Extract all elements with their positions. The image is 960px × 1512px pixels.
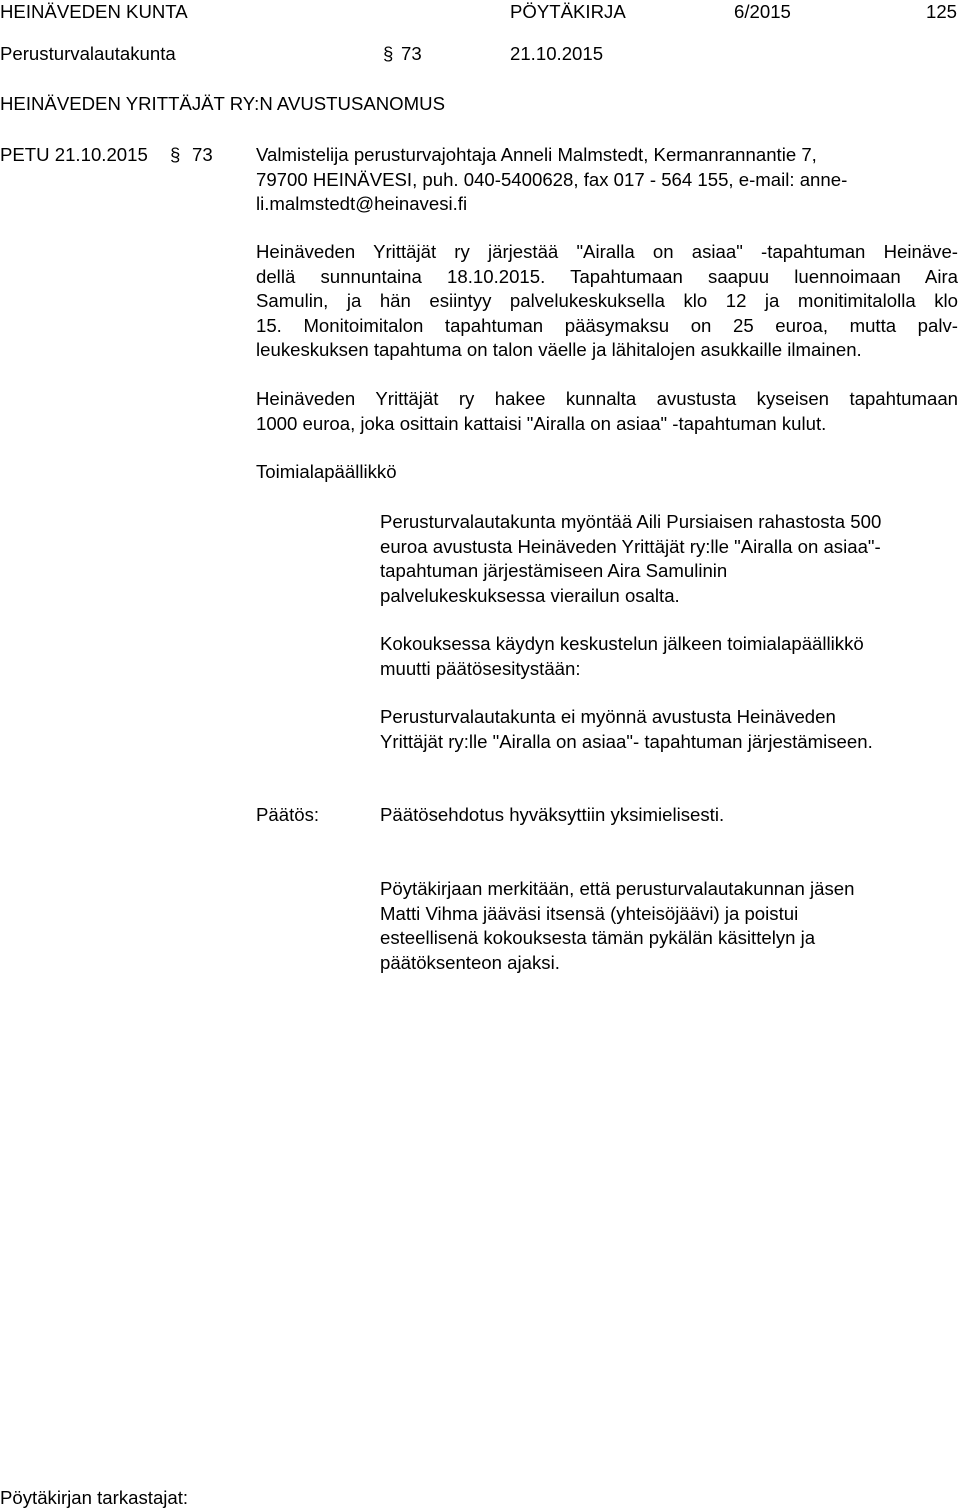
proposer-label: Toimialapäällikkö xyxy=(256,461,397,482)
document-type: PÖYTÄKIRJA xyxy=(510,1,626,22)
preparer-info xyxy=(256,143,958,217)
text-line: esteellisenä kokouksesta tämän pykälän käsittelyn ja xyxy=(380,927,816,948)
text-line: 1000 euroa, joka osittain kattaisi "Airalla on asiaa" -tapahtuman kulut. xyxy=(256,412,827,434)
changed-proposal xyxy=(380,705,960,754)
discussion xyxy=(380,632,960,681)
text-line: euroa avustusta Heinäveden Yrittäjät ry:lle "Airalla on asiaa"- xyxy=(380,535,881,557)
text-line: dellä sunnuntaina 18.10.2015. Tapahtumaan saapuu luennoimaan Aira xyxy=(256,265,958,287)
text-line: Yrittäjät ry:lle "Airalla on asiaa"- tapahtuman järjestämiseen. xyxy=(380,730,873,752)
reference-section-sign: § xyxy=(170,144,181,165)
disqualification-note xyxy=(380,877,960,975)
text-line: Heinäveden Yrittäjät ry hakee kunnalta avustusta kyseisen tapahtumaan xyxy=(256,388,958,409)
preparer-line: li.malmstedt@heinavesi.fi xyxy=(256,193,468,214)
document-number: 6/2015 xyxy=(734,1,791,22)
board-name: Perusturvalautakunta xyxy=(0,43,176,64)
page-number: 125 xyxy=(926,1,958,22)
minutes-checkers-label: Pöytäkirjan tarkastajat: xyxy=(0,1487,189,1508)
decision-text: Päätösehdotus hyväksyttiin yksimielisesti. xyxy=(380,804,725,825)
proposal xyxy=(380,510,960,608)
event-description xyxy=(256,240,958,363)
text-line: 15. Monitoimitalon tapahtuman pääsymaksu on 25 euroa, mutta palv- xyxy=(256,314,958,336)
text-line: Perusturvalautakunta myöntää Aili Pursiaisen rahastosta 500 xyxy=(380,511,882,532)
preparer-line: Valmistelija perusturvajohtaja Anneli Malmstedt, Kermanrannantie 7, xyxy=(256,144,817,165)
reference-section: 73 xyxy=(192,144,213,165)
text-line: Samulin, ja hän esiintyy palvelukeskuksella klo 12 ja monitimitalolla klo xyxy=(256,290,958,311)
municipality-name: HEINÄVEDEN KUNTA xyxy=(0,1,188,22)
meeting-date: 21.10.2015 xyxy=(510,43,604,64)
grant-request xyxy=(256,387,958,436)
page-title: HEINÄVEDEN YRITTÄJÄT RY:N AVUSTUSANOMUS xyxy=(0,93,445,114)
text-line: Perusturvalautakunta ei myönnä avustusta Heinäveden xyxy=(380,706,836,727)
text-line: muutti päätösesitystään: xyxy=(380,657,581,679)
text-line: Kokouksessa käydyn keskustelun jälkeen toimialapäällikkö xyxy=(380,633,864,654)
text-line: tapahtuman järjestämiseen Aira Samulinin xyxy=(380,560,728,581)
preparer-line: 79700 HEINÄVESI, puh. 040-5400628, fax 017 - 564 155, e-mail: anne- xyxy=(256,168,848,190)
text-line: leukeskuksen tapahtuma on talon väelle ja lähitalojen asukkaille ilmainen. xyxy=(256,339,862,360)
text-line: Pöytäkirjaan merkitään, että perusturvalautakunnan jäsen xyxy=(380,878,855,899)
text-line: palvelukeskuksessa vierailun osalta. xyxy=(380,584,680,606)
reference-label: PETU 21.10.2015 xyxy=(0,144,148,165)
text-line: päätöksenteon ajaksi. xyxy=(380,951,560,973)
section-sign: § xyxy=(383,43,394,64)
text-line: Matti Vihma jääväsi itsensä (yhteisöjäävi) ja poistui xyxy=(380,902,799,924)
decision-label: Päätös: xyxy=(256,804,320,825)
text-line: Heinäveden Yrittäjät ry järjestää "Airalla on asiaa" -tapahtuman Heinäve- xyxy=(256,241,958,262)
section-number: 73 xyxy=(401,43,422,64)
